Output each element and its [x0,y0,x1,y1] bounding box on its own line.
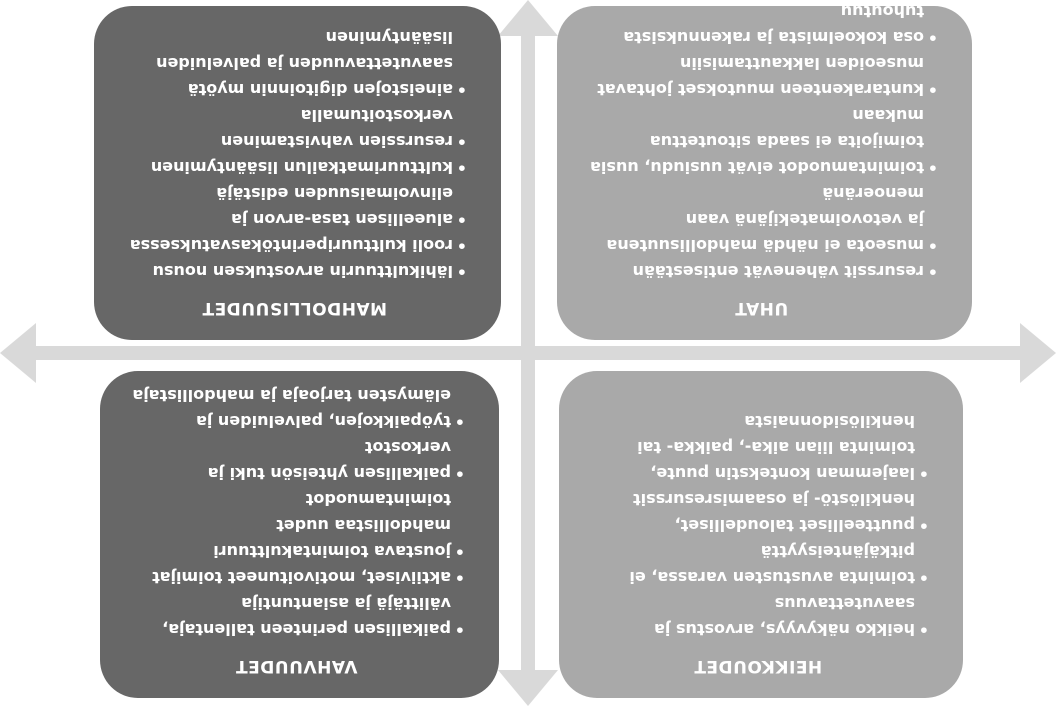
quadrant-title-heikkoudet: HEIKKOUDET [693,656,823,676]
arrow-up-icon [498,670,558,706]
quadrant-title-mahdollisuudet: MAHDOLLISUUDET [201,298,388,318]
list-item: • aktiiviset, motivoituneet toimijat [128,564,465,590]
list-item: • rooli kulttuuriperintökasvatuksessa [122,232,467,258]
list-mahdollisuudet [122,24,467,284]
quadrant-title-vahvuudet: VAHVUUDET [235,656,358,676]
list-item: • kuntarakenteen muutokset johtavat museoiden lakkauttamisiin [585,50,938,102]
arrow-right-icon [0,323,36,383]
arrow-down-icon [498,0,558,36]
list-item: • kulttuurimatkailun lisääntyminen [122,154,467,180]
list-item: • lähikulttuurin arvostuksen nousu [122,258,467,284]
list-item: • toimintamuodot eivät uusiudu, uusia toimijoita ei saada sitoutettua mukaan [585,102,938,180]
list-item: • puutteelliset taloudelliset, henkilöstö- ja osaamisresurssit [587,486,929,538]
arrow-left-icon [1020,323,1056,383]
list-item: • resurssien vahvistaminen verkostoitumalla [122,102,467,154]
quadrant-vahvuudet [100,371,499,698]
quadrant-uhat [557,2,972,340]
list-item: • joustava toimintakulttuuri mahdollistaa uudet toimintamuodot [128,486,465,564]
list-item: • osa kokoelmista ja rakennuksista tuhoutuu [585,0,938,50]
list-item: • toiminta avustusten varassa, ei pitkäjänteisyyttä [587,538,929,590]
list-heikkoudet [587,408,929,642]
quadrant-title-uhat: UHAT [734,298,789,318]
list-item: • resurssit vähenevät entisestään [585,258,938,284]
quadrant-mahdollisuudet [94,6,501,340]
list-item: • aineistojen digitoinnin myötä saavutettavuuden ja palveluiden lisääntyminen [122,24,467,102]
list-item: • työpaikkojen, palveluiden ja elämysten tarjoaja ja mahdollistaja [128,382,465,434]
list-item: • museota ei nähdä mahdollisuutena ja vetovoimatekijänä vaan menoeränä [585,180,938,258]
list-item: • alueellisen tasa-arvon ja elinvoimaisuuden edistäjä [122,180,467,232]
list-item: • paikallisen yhteisön tuki ja verkostot [128,434,465,486]
list-item: • heikko näkyvyys, arvostus ja saavutettavuus [587,590,929,642]
list-vahvuudet [128,382,465,642]
list-item: • paikallisen perinteen tallentaja, välittäjä ja asiantuntija [128,590,465,642]
list-item: • laajemman kontekstin puute, toiminta liian aika-, paikka- tai henkilösidonnaista [587,408,929,486]
vertical-axis [521,30,535,676]
list-uhat [585,0,938,284]
quadrant-heikkoudet [559,371,963,698]
